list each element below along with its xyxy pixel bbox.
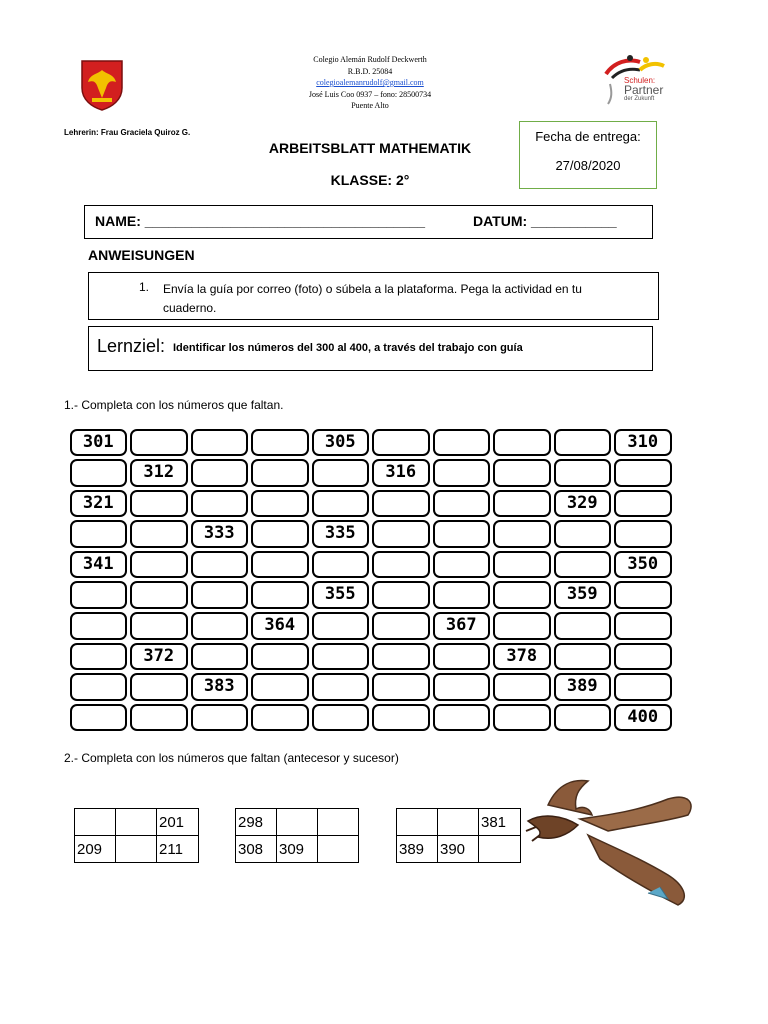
school-header xyxy=(250,54,490,112)
grid-cell-blank[interactable] xyxy=(191,612,249,640)
grid-cell-blank[interactable] xyxy=(130,490,188,518)
sequence-cell-blank[interactable] xyxy=(277,809,318,836)
grid-cell-given: 312 xyxy=(130,459,188,487)
grid-cell-blank[interactable] xyxy=(130,429,188,457)
due-date-label: Fecha de entrega: xyxy=(535,129,641,144)
instructions-box xyxy=(88,272,659,320)
grid-cell-blank[interactable] xyxy=(251,643,309,671)
grid-cell-blank[interactable] xyxy=(433,520,491,548)
grid-cell-given: 329 xyxy=(554,490,612,518)
sequence-cell-given: 389 xyxy=(397,836,438,863)
grid-cell-blank[interactable] xyxy=(70,459,128,487)
sequence-cell-blank[interactable] xyxy=(318,809,359,836)
grid-cell-blank[interactable] xyxy=(130,551,188,579)
grid-cell-blank[interactable] xyxy=(130,581,188,609)
sequence-cell-given: 201 xyxy=(157,809,199,836)
grid-cell-blank[interactable] xyxy=(614,490,672,518)
grid-cell-given: 305 xyxy=(312,429,370,457)
grid-cell-blank[interactable] xyxy=(130,704,188,732)
grid-cell-blank[interactable] xyxy=(614,581,672,609)
sequence-cell-blank[interactable] xyxy=(438,809,479,836)
sequence-cell-given: 381 xyxy=(479,809,521,836)
grid-cell-blank[interactable] xyxy=(372,704,430,732)
grid-cell-given: 372 xyxy=(130,643,188,671)
sequence-table-row xyxy=(75,809,199,836)
grid-cell-blank[interactable] xyxy=(493,520,551,548)
sequence-table xyxy=(74,808,199,863)
grid-cell-blank[interactable] xyxy=(554,704,612,732)
school-email-link[interactable]: colegioalemanrudolf@gmail.com xyxy=(316,78,424,87)
grid-cell-blank[interactable] xyxy=(433,459,491,487)
sequence-cell-blank[interactable] xyxy=(75,809,116,836)
grid-cell-blank[interactable] xyxy=(614,459,672,487)
school-city: Puente Alto xyxy=(351,101,389,110)
grid-cell-blank[interactable] xyxy=(433,704,491,732)
grid-cell-blank[interactable] xyxy=(493,581,551,609)
school-name: Colegio Alemán Rudolf Deckwerth xyxy=(313,55,427,64)
grid-cell-blank[interactable] xyxy=(191,459,249,487)
instructions-heading: ANWEISUNGEN xyxy=(88,247,195,263)
grid-cell-blank[interactable] xyxy=(614,673,672,701)
grid-cell-given: 316 xyxy=(372,459,430,487)
grid-cell-blank[interactable] xyxy=(251,429,309,457)
grid-cell-blank[interactable] xyxy=(191,429,249,457)
grid-cell-given: 383 xyxy=(191,673,249,701)
teacher-name: Lehrerin: Frau Graciela Quiroz G. xyxy=(64,128,191,137)
grid-cell-blank[interactable] xyxy=(312,490,370,518)
partner-line1: Schulen: xyxy=(624,76,656,85)
sequence-cell-given: 390 xyxy=(438,836,479,863)
partner-line2: Partner xyxy=(624,83,664,97)
sequence-cell-blank[interactable] xyxy=(116,836,157,863)
grid-cell-given: 350 xyxy=(614,551,672,579)
grid-cell-blank[interactable] xyxy=(251,490,309,518)
grid-cell-blank[interactable] xyxy=(312,551,370,579)
school-crest-icon xyxy=(78,58,126,112)
instruction-number: 1. xyxy=(139,280,150,294)
grid-cell-blank[interactable] xyxy=(70,612,128,640)
grid-cell-blank[interactable] xyxy=(493,612,551,640)
worksheet-title: ARBEITSBLATT MATHEMATIK xyxy=(268,140,472,156)
grid-cell-blank[interactable] xyxy=(372,551,430,579)
due-date-box xyxy=(519,121,657,189)
sequence-cell-blank[interactable] xyxy=(116,809,157,836)
exercise1-prompt: 1.- Completa con los números que faltan. xyxy=(64,398,284,412)
sequence-table xyxy=(396,808,521,863)
grid-cell-blank[interactable] xyxy=(372,643,430,671)
name-date-box[interactable] xyxy=(84,205,653,239)
grid-cell-blank[interactable] xyxy=(70,520,128,548)
grid-cell-blank[interactable] xyxy=(614,612,672,640)
learning-goal-label: Lernziel: xyxy=(97,336,166,356)
grid-cell-blank[interactable] xyxy=(372,520,430,548)
grid-cell-blank[interactable] xyxy=(372,429,430,457)
grid-cell-given: 321 xyxy=(70,490,128,518)
grid-cell-given: 341 xyxy=(70,551,128,579)
exercise2-prompt: 2.- Completa con los números que faltan (antecesor y sucesor) xyxy=(64,751,399,765)
grid-cell-blank[interactable] xyxy=(70,581,128,609)
grid-cell-blank[interactable] xyxy=(372,581,430,609)
grid-cell-blank[interactable] xyxy=(554,520,612,548)
grid-cell-blank[interactable] xyxy=(251,581,309,609)
grid-cell-given: 400 xyxy=(614,704,672,732)
grid-cell-given: 364 xyxy=(251,612,309,640)
grid-cell-blank[interactable] xyxy=(130,673,188,701)
grid-cell-blank[interactable] xyxy=(312,459,370,487)
dragon-illustration-icon xyxy=(518,775,700,915)
grid-cell-blank[interactable] xyxy=(251,520,309,548)
grid-cell-blank[interactable] xyxy=(554,612,612,640)
name-field[interactable]: NAME: ____________________________________ xyxy=(95,213,426,229)
sequence-table-row xyxy=(236,836,359,863)
grid-cell-blank[interactable] xyxy=(493,551,551,579)
grid-cell-blank[interactable] xyxy=(433,673,491,701)
grid-cell-blank[interactable] xyxy=(251,673,309,701)
sequence-cell-given: 298 xyxy=(236,809,277,836)
grid-cell-blank[interactable] xyxy=(312,612,370,640)
grid-cell-blank[interactable] xyxy=(554,643,612,671)
grid-cell-blank[interactable] xyxy=(191,704,249,732)
sequence-cell-blank[interactable] xyxy=(479,836,521,863)
grid-cell-blank[interactable] xyxy=(312,643,370,671)
grid-cell-blank[interactable] xyxy=(191,581,249,609)
sequence-table xyxy=(235,808,359,863)
grid-cell-blank[interactable] xyxy=(70,673,128,701)
sequence-cell-blank[interactable] xyxy=(318,836,359,863)
school-address: José Luis Coo 0937 – fono: 28500734 xyxy=(308,89,432,99)
sequence-cell-given: 309 xyxy=(277,836,318,863)
learning-goal-text: Identificar los números del 300 al 400, a través del trabajo con guía xyxy=(173,342,523,354)
grid-cell-blank[interactable] xyxy=(191,643,249,671)
grid-cell-blank[interactable] xyxy=(312,704,370,732)
grid-cell-blank[interactable] xyxy=(251,551,309,579)
grid-cell-blank[interactable] xyxy=(493,429,551,457)
grid-cell-blank[interactable] xyxy=(433,551,491,579)
grid-cell-given: 335 xyxy=(312,520,370,548)
sequence-cell-given: 211 xyxy=(157,836,199,863)
grid-cell-blank[interactable] xyxy=(614,643,672,671)
grid-cell-blank[interactable] xyxy=(191,551,249,579)
grid-cell-blank[interactable] xyxy=(493,490,551,518)
grid-cell-blank[interactable] xyxy=(433,490,491,518)
partner-line3: der Zukunft xyxy=(624,96,655,102)
grid-cell-blank[interactable] xyxy=(372,490,430,518)
grid-cell-blank[interactable] xyxy=(614,520,672,548)
grid-cell-blank[interactable] xyxy=(372,612,430,640)
school-rbd: R.B.D. 25084 xyxy=(347,66,393,76)
due-date-value: 27/08/2020 xyxy=(555,158,621,173)
grid-cell-blank[interactable] xyxy=(70,704,128,732)
sequence-table-row xyxy=(75,836,199,863)
grid-cell-blank[interactable] xyxy=(372,673,430,701)
grid-cell-blank[interactable] xyxy=(433,643,491,671)
grid-cell-blank[interactable] xyxy=(493,459,551,487)
datum-field[interactable]: DATUM: ___________ xyxy=(473,213,617,229)
sequence-cell-given: 209 xyxy=(75,836,116,863)
class-label: KLASSE: 2° xyxy=(330,172,410,188)
grid-cell-given: 301 xyxy=(70,429,128,457)
grid-cell-blank[interactable] xyxy=(554,551,612,579)
grid-cell-given: 389 xyxy=(554,673,612,701)
sequence-cell-given: 308 xyxy=(236,836,277,863)
grid-cell-blank[interactable] xyxy=(433,581,491,609)
sequence-table-row xyxy=(397,809,521,836)
grid-cell-blank[interactable] xyxy=(130,612,188,640)
grid-cell-blank[interactable] xyxy=(191,490,249,518)
grid-cell-blank[interactable] xyxy=(554,459,612,487)
sequence-table-row xyxy=(397,836,521,863)
grid-cell-blank[interactable] xyxy=(312,673,370,701)
grid-cell-given: 333 xyxy=(191,520,249,548)
number-grid xyxy=(68,427,673,733)
grid-cell-blank[interactable] xyxy=(554,429,612,457)
grid-cell-blank[interactable] xyxy=(130,520,188,548)
learning-goal-box xyxy=(88,326,653,371)
grid-cell-blank[interactable] xyxy=(70,643,128,671)
grid-cell-given: 378 xyxy=(493,643,551,671)
sequence-table-row xyxy=(236,809,359,836)
grid-cell-blank[interactable] xyxy=(251,459,309,487)
grid-cell-blank[interactable] xyxy=(433,429,491,457)
sequence-cell-blank[interactable] xyxy=(397,809,438,836)
grid-cell-given: 367 xyxy=(433,612,491,640)
instruction-text: Envía la guía por correo (foto) o súbela a la plataforma. Pega la actividad en tu cuaderno. xyxy=(163,282,582,315)
grid-cell-given: 310 xyxy=(614,429,672,457)
grid-cell-blank[interactable] xyxy=(493,704,551,732)
schulen-partner-logo-icon xyxy=(600,52,670,106)
grid-cell-given: 355 xyxy=(312,581,370,609)
grid-cell-blank[interactable] xyxy=(251,704,309,732)
grid-cell-blank[interactable] xyxy=(493,673,551,701)
grid-cell-given: 359 xyxy=(554,581,612,609)
